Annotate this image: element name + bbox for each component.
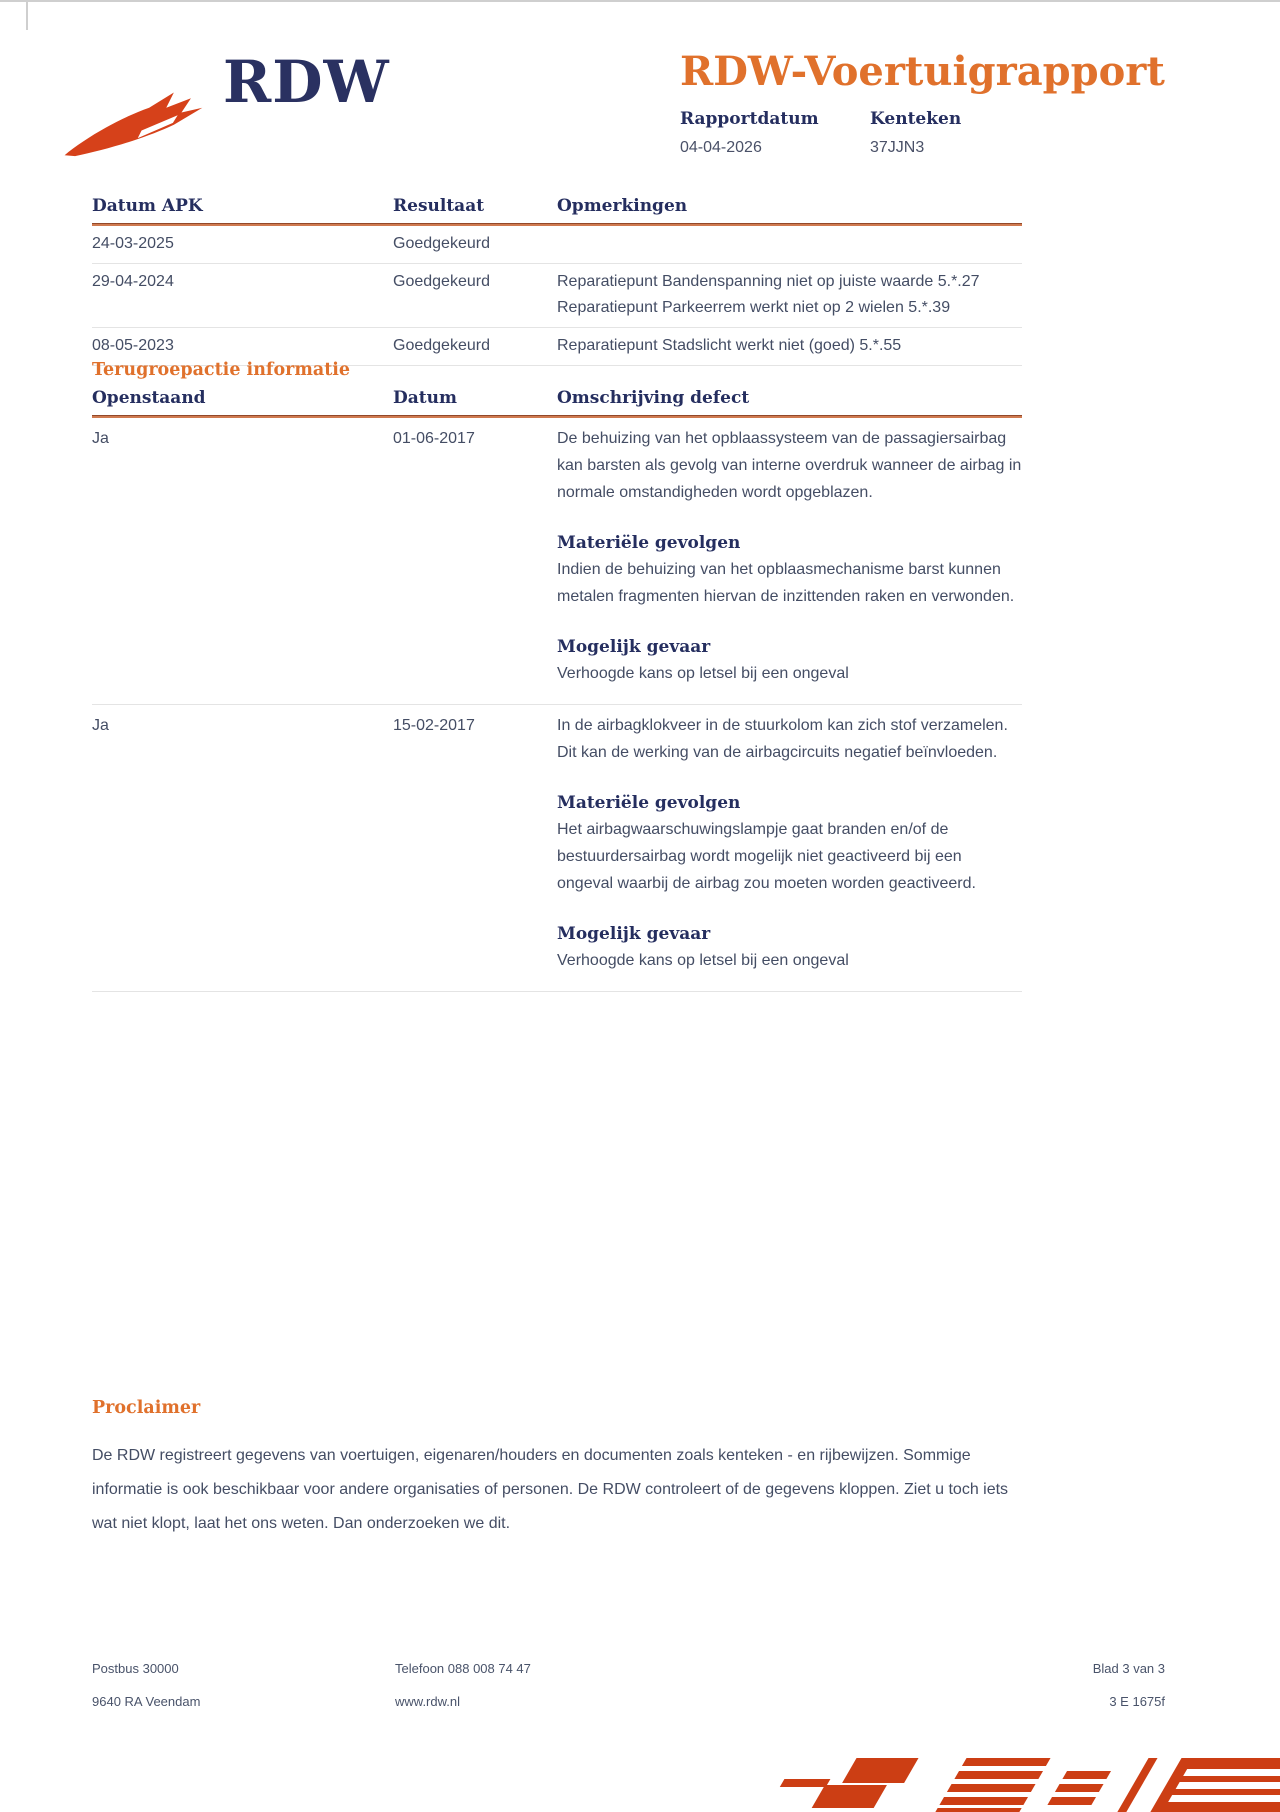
recall-description-cell <box>557 425 1022 687</box>
page-footer <box>92 1662 1165 1728</box>
proclaimer-title: Proclaimer <box>92 1398 201 1418</box>
footer-phone: Telefoon 088 008 74 47 <box>395 1661 531 1676</box>
report-date-value: 04-04-2026 <box>680 139 762 156</box>
license-plate-value: 37JJN3 <box>870 139 925 156</box>
apk-result-cell: Goedgekeurd <box>393 337 490 354</box>
scan-left-edge <box>26 0 28 30</box>
possible-danger-label: Mogelijk gevaar <box>557 637 711 657</box>
footer-form-code: 3 E 1675f <box>1109 1694 1165 1709</box>
footer-pagination <box>1093 1662 1165 1728</box>
material-consequences-label: Materiële gevolgen <box>557 793 741 813</box>
proclaimer-text: De RDW registreert gegevens van voertuigen, eigenaren/houders en documenten zoals kenteken - en rijbewijzen. Sommige informatie is ook beschikbaar voor andere organisaties of personen. De RDW controleert of de gegevens kloppen. Ziet u toch iets wat niet klopt, laat het ons weten. Dan onderzoeken we dit. <box>92 1447 1009 1532</box>
apk-remark-line: Reparatiepunt Stadslicht werkt niet (goed) 5.*.55 <box>557 337 902 354</box>
page-title: RDW-Voertuigrapport <box>680 48 1165 95</box>
column-header-datum: Datum <box>393 388 457 408</box>
license-plate-block <box>870 110 1060 157</box>
apk-result-cell: Goedgekeurd <box>393 235 490 252</box>
recall-section-title: Terugroepactie informatie <box>92 360 351 380</box>
apk-result-cell: Goedgekeurd <box>393 273 490 290</box>
recall-row <box>92 418 1022 705</box>
apk-date-cell: 08-05-2023 <box>92 337 174 354</box>
column-header-datum-apk: Datum APK <box>92 196 203 216</box>
license-plate-label: Kenteken <box>870 109 962 129</box>
footer-postbus: Postbus 30000 <box>92 1661 179 1676</box>
rdw-speed-stripes-icon <box>740 1752 1280 1812</box>
column-header-resultaat: Resultaat <box>393 196 485 216</box>
scan-top-edge <box>0 0 1280 2</box>
apk-remarks-cell <box>557 231 1022 257</box>
recall-date-cell: 01-06-2017 <box>393 430 475 447</box>
recall-table-header <box>92 388 1022 415</box>
column-header-openstaand: Openstaand <box>92 388 206 408</box>
recall-description-cell <box>557 712 1022 974</box>
apk-remarks-cell <box>557 333 1022 359</box>
rdw-logo-swoosh-icon <box>60 83 206 159</box>
recall-section <box>92 360 1022 992</box>
recall-open-cell: Ja <box>92 717 109 734</box>
recall-date-cell: 15-02-2017 <box>393 717 475 734</box>
report-date-block <box>680 110 870 157</box>
apk-date-cell: 29-04-2024 <box>92 273 174 290</box>
material-consequences-text: Het airbagwaarschuwingslampje gaat branden en/of de bestuurdersairbag wordt mogelijk niet geactiveerd bij een ongeval waarbij de airbag zou moeten worden geactiveerd. <box>557 821 976 892</box>
defect-description: In de airbagklokveer in de stuurkolom kan zich stof verzamelen. Dit kan de werking van de airbagcircuits negatief beïnvloeden. <box>557 717 1008 761</box>
apk-table-header <box>92 196 1022 223</box>
recall-open-cell: Ja <box>92 430 109 447</box>
possible-danger-label: Mogelijk gevaar <box>557 924 711 944</box>
report-header <box>680 50 1240 157</box>
footer-contact <box>395 1662 1093 1728</box>
footer-page-number: Blad 3 van 3 <box>1092 1661 1165 1676</box>
column-header-opmerkingen: Opmerkingen <box>557 196 688 216</box>
table-row <box>92 226 1022 264</box>
material-consequences-label: Materiële gevolgen <box>557 533 741 553</box>
possible-danger-text: Verhoogde kans op letsel bij een ongeval <box>557 665 849 682</box>
rdw-logo <box>55 45 455 195</box>
report-date-label: Rapportdatum <box>680 109 819 129</box>
rdw-logo-text: RDW <box>223 48 390 116</box>
apk-remarks-cell <box>557 269 1022 321</box>
footer-city: 9640 RA Veendam <box>92 1694 201 1709</box>
defect-description: De behuizing van het opblaassysteem van de passagiersairbag kan barsten als gevolg van interne overdruk wanneer de airbag in normale omstandigheden wordt opgeblazen. <box>557 430 1022 501</box>
apk-date-cell: 24-03-2025 <box>92 235 174 252</box>
recall-row <box>92 705 1022 992</box>
apk-remark-line: Reparatiepunt Bandenspanning niet op juiste waarde 5.*.27 <box>557 273 980 290</box>
column-header-omschrijving-defect: Omschrijving defect <box>557 388 750 408</box>
table-row <box>92 264 1022 328</box>
proclaimer-section <box>92 1398 1012 1541</box>
apk-history-table <box>92 196 1022 366</box>
footer-website: www.rdw.nl <box>395 1694 461 1709</box>
report-meta <box>680 110 1240 157</box>
apk-remark-line: Reparatiepunt Parkeerrem werkt niet op 2 wielen 5.*.39 <box>557 299 951 316</box>
possible-danger-text: Verhoogde kans op letsel bij een ongeval <box>557 952 849 969</box>
footer-address <box>92 1662 395 1728</box>
material-consequences-text: Indien de behuizing van het opblaasmechanisme barst kunnen metalen fragmenten hiervan de inzittenden raken en verwonden. <box>557 561 1015 605</box>
